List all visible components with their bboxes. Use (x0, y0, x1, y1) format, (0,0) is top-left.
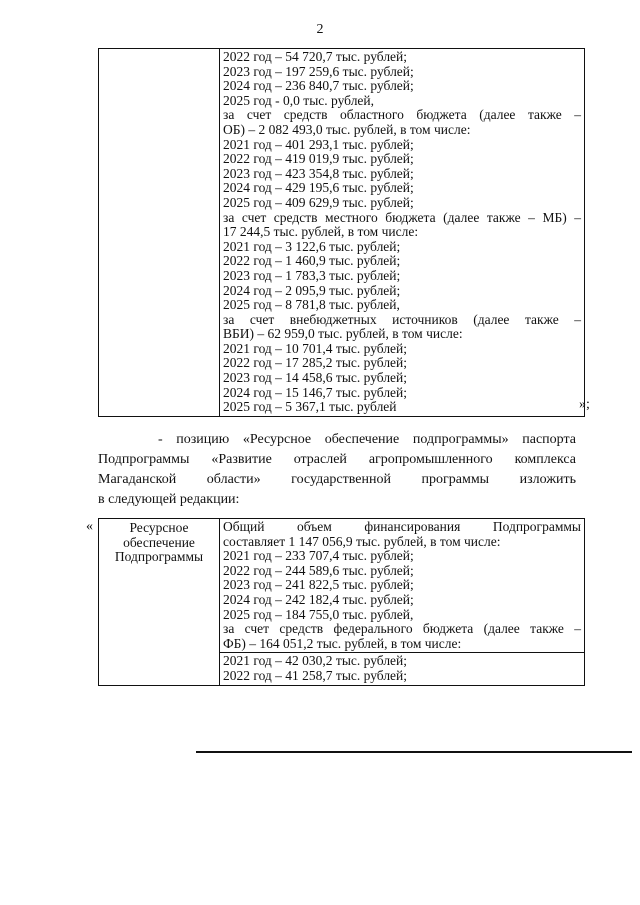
amount-line: 2023 год – 14 458,6 тыс. рублей; (223, 370, 408, 386)
amount-line: 2024 год – 15 146,7 тыс. рублей; (223, 384, 408, 400)
amount-line: 2021 год – 233 707,4 тыс. рублей; (223, 548, 414, 564)
amount-line: 2024 год – 236 840,7 тыс. рублей; (223, 78, 414, 94)
financing-table-continued (98, 48, 585, 417)
amount-line: за счет средств областного бюджета (далее также – (223, 107, 581, 123)
amount-line: 2024 год – 2 095,9 тыс. рублей; (223, 282, 401, 298)
table-cell-label (99, 519, 220, 686)
amount-line: составляет 1 147 056,9 тыс. рублей, в том числе: (223, 533, 501, 549)
amount-line: 2025 год - 0,0 тыс. рублей, (223, 92, 375, 108)
table-cell-amounts (220, 519, 585, 653)
paragraph-line: - позицию «Ресурсное обеспечение подпрограммы» паспорта (158, 432, 576, 447)
table-cell-label-empty (99, 49, 220, 417)
paragraph-line: в следующей редакции: (98, 492, 240, 507)
label-line: обеспечение (123, 534, 195, 550)
amount-line: 2025 год – 8 781,8 тыс. рублей, (223, 297, 400, 313)
amount-line: ОБ) – 2 082 493,0 тыс. рублей, в том числе: (223, 121, 471, 137)
amount-line: 2022 год – 17 285,2 тыс. рублей; (223, 355, 408, 371)
amount-line: ВБИ) – 62 959,0 тыс. рублей, в том числе: (223, 326, 463, 342)
amendment-paragraph (98, 430, 576, 510)
amount-line: 2022 год – 419 019,9 тыс. рублей; (223, 151, 414, 167)
page-number: 2 (316, 22, 324, 37)
table-cell-amounts-extra (220, 653, 585, 685)
footer-rule (196, 751, 632, 753)
amount-line: 2021 год – 10 701,4 тыс. рублей; (223, 340, 408, 356)
label-line: Ресурсное (129, 520, 189, 535)
amount-lines (223, 50, 581, 415)
amount-line: 2023 год – 197 259,6 тыс. рублей; (223, 63, 414, 79)
paragraph-line: Подпрограммы «Развитие отраслей агропромышленного комплекса (98, 452, 576, 467)
amount-line: 2025 год – 409 629,9 тыс. рублей; (223, 194, 414, 210)
amount-line: 17 244,5 тыс. рублей, в том числе: (223, 224, 419, 240)
amount-line: 2023 год – 423 354,8 тыс. рублей; (223, 165, 414, 181)
amount-line: 2023 год – 1 783,3 тыс. рублей; (223, 267, 401, 283)
amount-line: 2025 год – 184 755,0 тыс. рублей, (223, 606, 414, 622)
amount-line: 2024 год – 429 195,6 тыс. рублей; (223, 180, 414, 196)
amount-line: 2022 год – 244 589,6 тыс. рублей; (223, 562, 414, 578)
resource-provision-table (98, 518, 585, 686)
amount-line: ФБ) – 164 051,2 тыс. рублей, в том числе: (223, 635, 462, 651)
label-line: Подпрограммы (114, 549, 204, 565)
amount-line: 2021 год – 42 030,2 тыс. рублей; (223, 653, 408, 669)
amount-line: 2022 год – 41 258,7 тыс. рублей; (223, 667, 408, 683)
table-cell-amounts (220, 49, 585, 417)
amount-line: 2022 год – 54 720,7 тыс. рублей; (223, 49, 408, 64)
amount-line: 2025 год – 5 367,1 тыс. рублей (223, 399, 397, 415)
amount-lines (223, 520, 581, 651)
amount-line: 2023 год – 241 822,5 тыс. рублей; (223, 577, 414, 593)
paragraph-line: Магаданской области» государственной программы изложить (98, 472, 576, 487)
amount-line: за счет средств федерального бюджета (далее также – (223, 621, 581, 637)
amount-line: 2021 год – 401 293,1 тыс. рублей; (223, 136, 414, 152)
amount-line: за счет внебюджетных источников (далее также – (223, 311, 581, 327)
table-row (99, 49, 585, 417)
amount-line: 2024 год – 242 182,4 тыс. рублей; (223, 591, 414, 607)
amount-line: 2022 год – 1 460,9 тыс. рублей; (223, 253, 401, 269)
amount-line: за счет средств местного бюджета (далее также – МБ) – (223, 209, 581, 225)
amount-line: Общий объем финансирования Подпрограммы (223, 519, 581, 534)
closing-quote: »; (579, 397, 590, 412)
table-row (99, 519, 585, 653)
opening-quote: « (86, 519, 93, 534)
amount-line: 2021 год – 3 122,6 тыс. рублей; (223, 238, 401, 254)
